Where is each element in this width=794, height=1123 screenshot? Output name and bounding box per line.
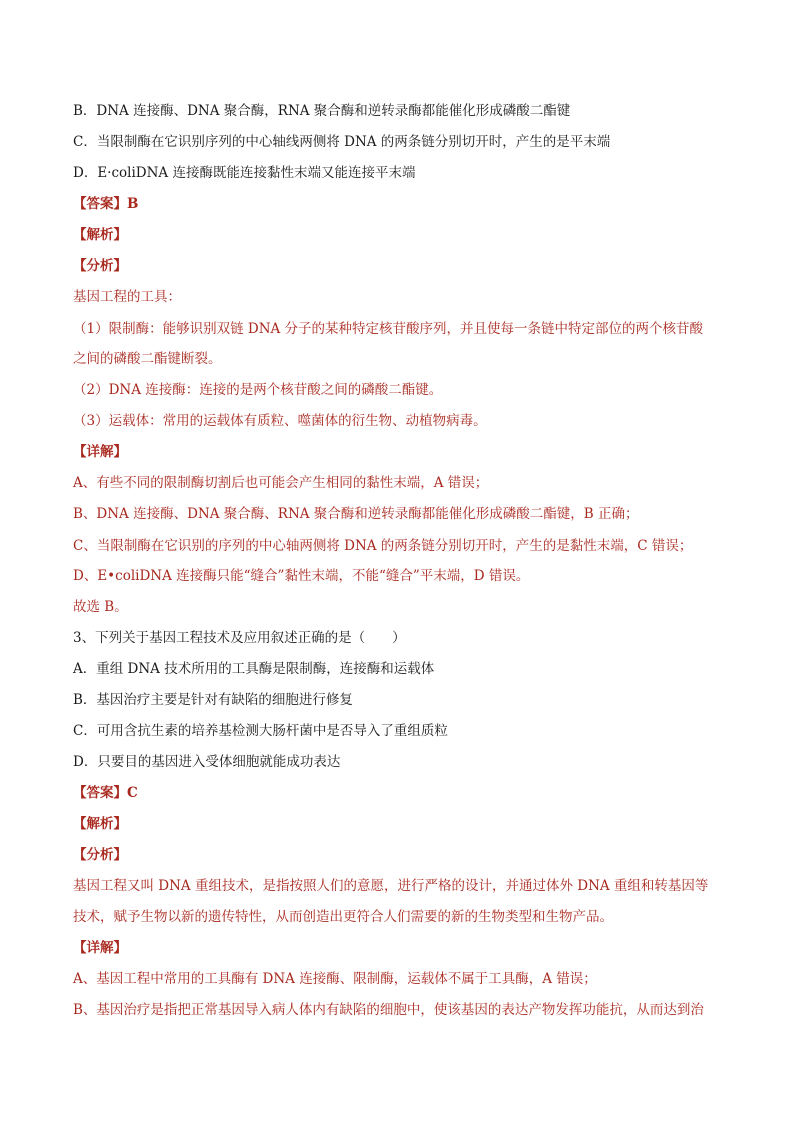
option-d: D．E·coliDNA 连接酶既能连接黏性末端又能连接平末端 (73, 165, 416, 181)
option-a: A．重组 DNA 技术所用的工具酶是限制酶，连接酶和运载体 (73, 661, 435, 677)
detail-line: B、DNA 连接酶、DNA 聚合酶、RNA 聚合酶和逆转录酶都能催化形成磷酸二酯键，B 正确； (73, 506, 639, 522)
question-stem: 3、下列关于基因工程技术及应用叙述正确的是（ ） (73, 630, 406, 646)
detail-line: A、有些不同的限制酶切割后也可能会产生相同的黏性末端，A 错误； (73, 475, 489, 491)
fenxi-line: 基因工程的工具： (73, 289, 181, 305)
fenxi-line: 技术，赋予生物以新的遗传特性，从而创造出更符合人们需要的新的生物类型和生物产品。 (73, 909, 613, 925)
analysis-header: 【解析】 (73, 227, 127, 243)
fenxi-line: （1）限制酶：能够识别双链 DNA 分子的某种特定核苷酸序列，并且使每一条链中特定部位的两个核苷酸 (73, 321, 704, 337)
fenxi-header: 【分析】 (73, 847, 127, 863)
answer-label: 【答案】C (73, 785, 138, 801)
fenxi-header: 【分析】 (73, 258, 127, 274)
detail-line: D、E•coliDNA 连接酶只能“缝合”黏性末端，不能“缝合”平末端，D 错误。 (73, 568, 530, 584)
option-d: D．只要目的基因进入受体细胞就能成功表达 (73, 754, 341, 770)
option-c: C．当限制酶在它识别序列的中心轴线两侧将 DNA 的两条链分别切开时，产生的是平末端 (73, 134, 611, 150)
fenxi-line: （2）DNA 连接酶：连接的是两个核苷酸之间的磷酸二酯键。 (73, 382, 443, 398)
analysis-header: 【解析】 (73, 816, 127, 832)
option-b: B．基因治疗主要是针对有缺陷的细胞进行修复 (73, 692, 353, 708)
detail-line: C、当限制酶在它识别的序列的中心轴两侧将 DNA 的两条链分别切开时，产生的是黏性末端，C 错误； (73, 538, 693, 554)
detail-header: 【详解】 (73, 444, 127, 460)
option-c: C．可用含抗生素的培养基检测大肠杆菌中是否导入了重组质粒 (73, 723, 448, 739)
detail-line: A、基因工程中常用的工具酶有 DNA 连接酶、限制酶，运载体不属于工具酶，A 错误； (73, 971, 597, 987)
detail-header: 【详解】 (73, 940, 127, 956)
fenxi-line: （3）运载体：常用的运载体有质粒、噬菌体的衍生物、动植物病毒。 (73, 413, 487, 429)
option-b: B．DNA 连接酶、DNA 聚合酶，RNA 聚合酶和逆转录酶都能催化形成磷酸二酯键 (73, 103, 571, 119)
fenxi-line: 之间的磷酸二酯键断裂。 (73, 351, 222, 367)
detail-line: 故选 B。 (73, 599, 128, 615)
detail-line: B、基因治疗是指把正常基因导入病人体内有缺陷的细胞中，使该基因的表达产物发挥功能抗，从而达到治 (73, 1002, 704, 1018)
answer-label: 【答案】B (73, 196, 139, 212)
fenxi-line: 基因工程又叫 DNA 重组技术，是指按照人们的意愿，进行严格的设计，并通过体外 DNA 重组和转基因等 (73, 878, 709, 894)
